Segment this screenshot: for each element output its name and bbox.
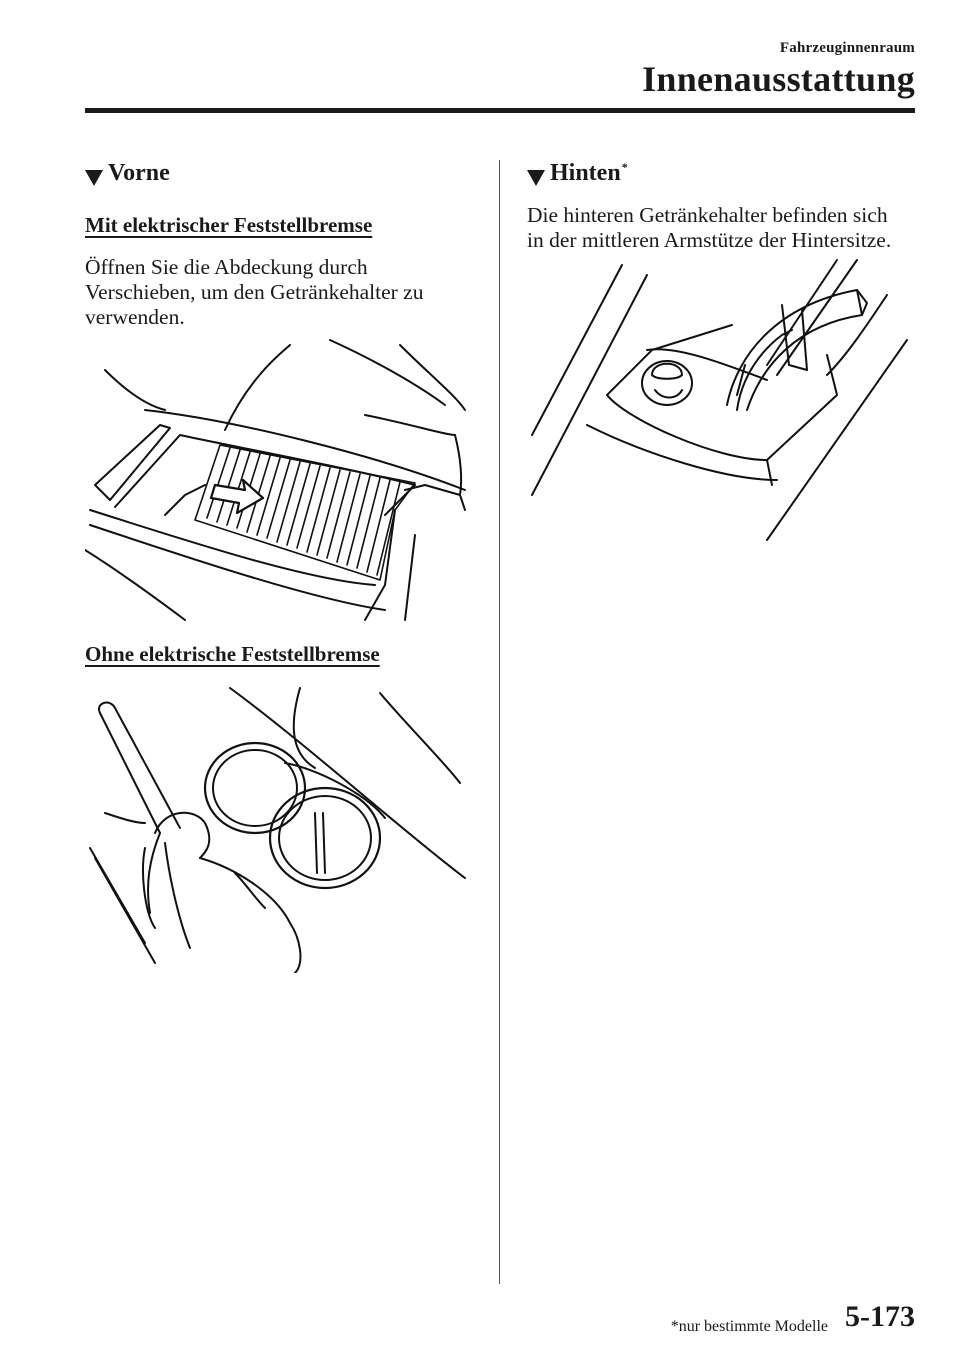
page-number: 5-173 [845, 1300, 915, 1333]
optional-marker: * [621, 160, 628, 174]
chapter-title: Fahrzeuginnenraum [779, 40, 915, 56]
down-triangle-icon [85, 166, 103, 193]
front-cupholder-cover-illustration [85, 335, 475, 625]
footer-note: *nur bestimmte Modelle [670, 1318, 828, 1335]
column-divider [499, 160, 500, 1284]
subheading-electric-brake: Mit elektrischer Feststellbremse [85, 213, 373, 237]
rear-description-text: Die hinteren Getränkehalter befinden sich in der mittleren Armstütze der Hintersitze. [527, 203, 892, 252]
front-cupholder-handbrake-illustration [85, 683, 475, 973]
section-title-front: Vorne [108, 160, 170, 186]
rear-armrest-cupholder-illustration [527, 255, 917, 545]
page-title: Innenausstattung [642, 59, 915, 99]
front-instructions-text: Öffnen Sie die Abdeckung durch Verschieben, um den Getränkehalter zu verwenden. [85, 255, 424, 329]
section-heading-front [85, 160, 170, 193]
down-triangle-icon [527, 166, 545, 193]
section-title-rear: Hinten [550, 160, 621, 186]
subheading-manual-brake: Ohne elektrische Feststellbremse [85, 642, 380, 666]
header-rule [85, 108, 915, 113]
section-heading-rear [527, 160, 628, 193]
